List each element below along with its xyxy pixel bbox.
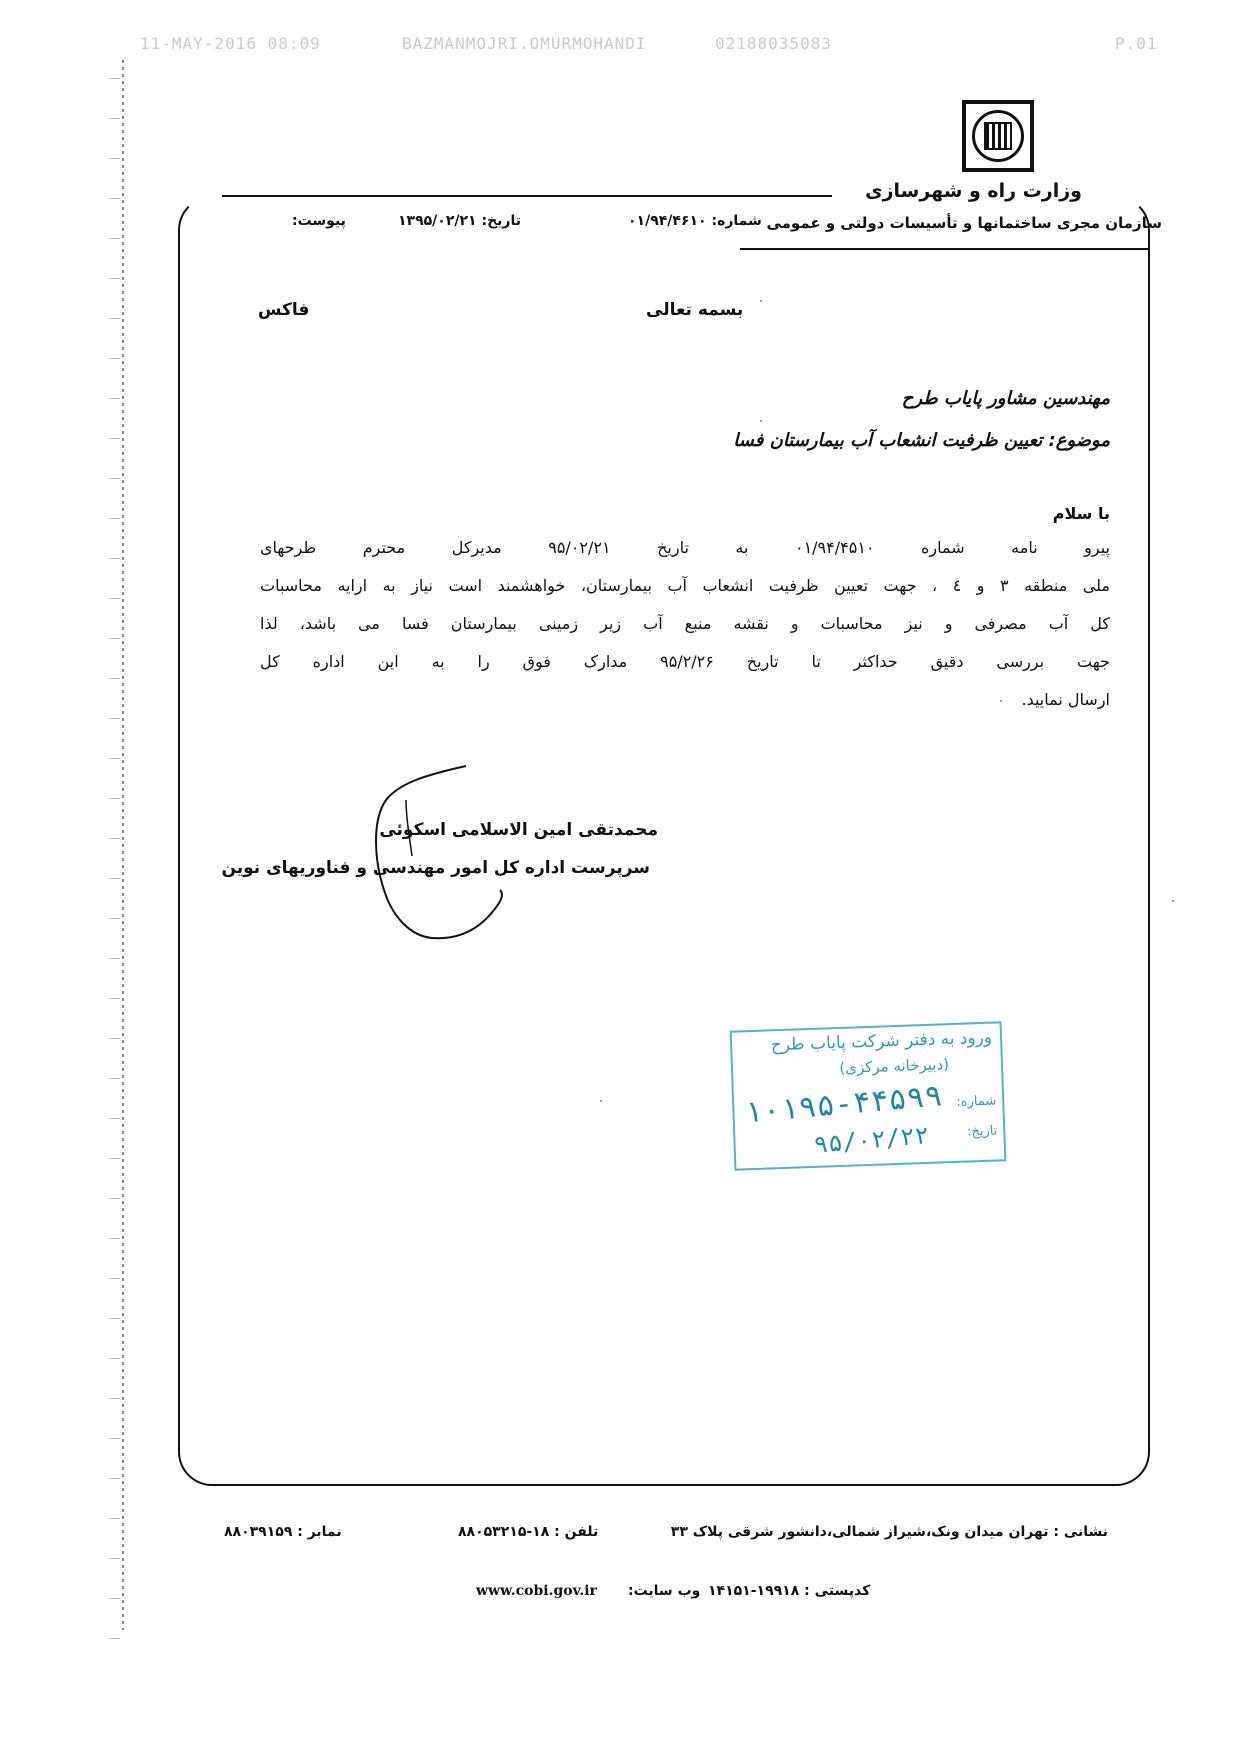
fax-transmission-header — [140, 34, 1180, 58]
recipient: مهندسین مشاور پایاب طرح — [901, 388, 1110, 409]
greeting: با سلام — [1052, 504, 1110, 523]
date-label: تاریخ: — [481, 213, 521, 229]
footer-address: نشانی : تهران میدان ونک،شیراز شمالی،دانشور شرقی پلاک ۳۳ — [670, 1524, 1108, 1540]
fax-page: P.01 — [1115, 34, 1158, 53]
fax-phone: 02188035083 — [715, 34, 832, 53]
footer-phone: تلفن : ۱۸-۸۸۰۵۳۲۱۵ — [458, 1524, 599, 1540]
invocation: بسمه تعالی — [646, 300, 744, 320]
number-value: ۰۱/۹۴/۴۶۱۰ — [628, 213, 707, 229]
organization-name: سازمان مجری ساختمانها و تأسیسات دولتی و عمومی — [766, 214, 1162, 232]
frame-top-rule — [740, 248, 1150, 250]
body-line-3: کل آب مصرفی و نیز محاسبات و نقشه منبع آب زیر زمینی بیمارستان فسا می باشد، لذا — [260, 614, 1110, 633]
scan-speck — [760, 300, 762, 302]
attachment-label: پیوست: — [292, 213, 346, 229]
closing-line: ارسال نمایید. — [1021, 690, 1110, 709]
scan-speck — [600, 1100, 602, 1102]
stamp-date-label: تاریخ: — [966, 1123, 998, 1140]
stamp-line-1: ورود به دفتر شرکت پایاب طرح — [770, 1027, 993, 1056]
body-line-4: جهت بررسی دقیق حداکثر تا تاریخ ۹۵/۲/۲۶ مدارک فوق را به این اداره کل — [260, 652, 1110, 671]
date-value: ۱۳۹۵/۰۲/۲۱ — [398, 213, 477, 229]
subject-line: موضوع: تعیین ظرفیت انشعاب آب بیمارستان فسا — [733, 430, 1110, 451]
scan-noise — [110, 60, 120, 1640]
reception-stamp — [730, 1021, 1007, 1170]
body-line-2: ملی منطقه ۳ و ٤ ، جهت تعیین ظرفیت انشعاب آب بیمارستان، خواهشمند است نیاز به ارایه محاسبات — [260, 576, 1110, 595]
stamp-number-value: ۱۰۱۹۵-۴۴۵۹۹ — [743, 1078, 945, 1131]
number-label: شماره: — [711, 213, 762, 229]
handwritten-signature — [370, 760, 540, 950]
footer-postal-code: کدپستی : ۱۹۹۱۸-۱۴۱۵۱ — [708, 1583, 871, 1599]
stamp-date-value: ۹۵/۰۲/۲۲ — [812, 1120, 931, 1159]
fax-sender: BAZMANMOJRI.OMURMOHANDI — [402, 34, 647, 53]
scan-speck — [1000, 700, 1002, 702]
scan-edge-line — [122, 60, 124, 1630]
signatory-name: محمدتقی امین الاسلامی اسکوئی — [379, 820, 658, 840]
ministry-name: وزارت راه و شهرسازی — [865, 180, 1082, 202]
scan-speck — [760, 420, 762, 422]
scan-speck — [1172, 900, 1174, 902]
footer-website-link[interactable]: www.cobi.gov.ir — [476, 1583, 597, 1599]
signatory-title: سرپرست اداره کل امور مهندسی و فناوریهای نوین — [221, 858, 650, 878]
stamp-line-2: (دبیرخانه مرکزی) — [839, 1055, 950, 1077]
stamp-number-label: شماره: — [956, 1093, 997, 1110]
footer-fax: نمابر : ۸۸۰۳۹۱۵۹ — [224, 1524, 342, 1540]
body-line-1: پیرو نامه شماره ۰۱/۹۴/۴۵۱۰ به تاریخ ۹۵/۰۲/۲۱ مدیرکل محترم طرحهای — [260, 538, 1110, 557]
fax-label: فاکس — [258, 300, 310, 320]
fax-datetime: 11-MAY-2016 08:09 — [140, 34, 321, 53]
footer-website-label: وب سایت: — [628, 1583, 701, 1599]
ministry-logo — [962, 100, 1034, 172]
